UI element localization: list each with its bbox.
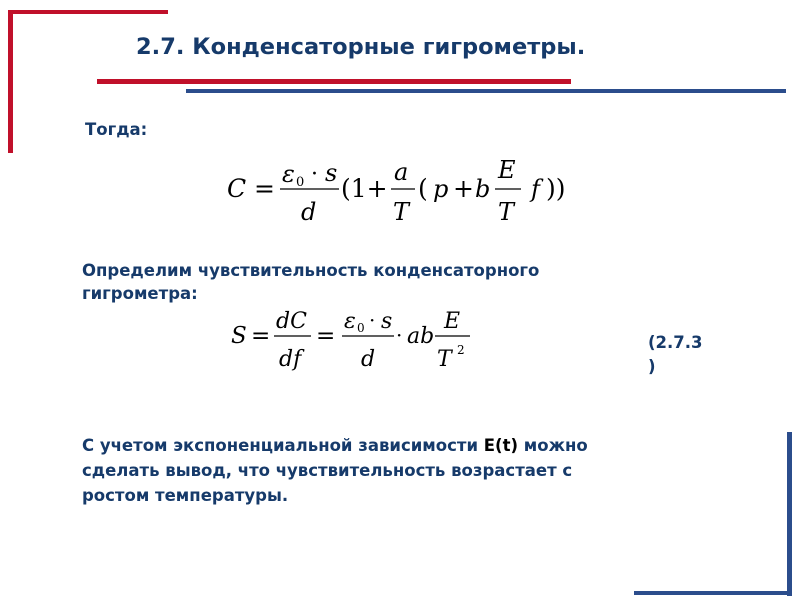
equation-number-line2: ) [648,357,656,376]
formula2-sup: 2 [457,343,465,357]
formula1-eq: = [254,174,275,203]
sensitivity-formula [228,306,478,372]
formula2-eq1: = [251,323,271,349]
formula1-open: (1+ [341,174,388,203]
title-red-underline [97,79,571,84]
formula1-b: b [475,175,491,203]
formula2-s: s [381,309,393,334]
formula1-T: T [393,198,410,226]
formula1-T2: T [498,198,515,226]
formula1-p-open: ( [418,174,428,203]
conclusion-line1-c: можно [518,436,588,455]
formula1-E: E [498,156,516,184]
bottom-blue-horizontal-bar [634,591,792,595]
conclusion-line1-a: С учетом экспоненциальной зависимости [82,436,484,455]
formula1-a: a [394,158,409,186]
slide-title: 2.7. Конденсаторные гигрометры. [136,34,586,60]
right-blue-vertical-bar [787,432,792,596]
title-blue-underline [186,89,786,93]
formula1-lhs: C [227,174,247,203]
formula2-d: d [361,347,376,372]
formula2-T: T [437,347,452,372]
formula2-dot: · [369,308,376,332]
formula2-df: df [279,347,302,372]
conclusion-line2: сделать вывод, что чувствительность возрастает с [82,461,573,480]
capacitance-formula [225,156,585,226]
formula2-E: E [444,309,461,334]
intro-label: Тогда: [85,120,148,139]
conclusion-text [82,433,722,508]
conclusion-line1-Et: E(t) [483,436,519,455]
formula1-p: p [433,175,449,203]
formula1-s: s [325,159,338,187]
left-red-vertical-bar [8,10,13,153]
conclusion-line3: ростом температуры. [82,486,289,505]
formula1-close: )) [546,174,566,203]
equation-number-line1: (2.7.3 [648,333,703,352]
formula2-dot2: · [396,323,403,347]
formula1-dot: · [311,162,318,187]
formula1-d: d [301,198,317,226]
sensitivity-label [82,259,662,305]
formula1-plus: + [453,174,474,203]
equation-number [648,331,728,379]
formula1-eps-sub: 0 [296,175,305,190]
formula2-dC: dC [276,309,307,334]
formula2-eps-sub: 0 [357,321,365,335]
formula2-eps: ε [344,309,356,334]
sensitivity-label-line1: Определим чувствительность конденсаторного [82,261,540,280]
formula1-f: f [531,175,540,203]
formula1-eps: ε [282,160,295,188]
formula2-eq2: = [316,323,336,349]
sensitivity-label-line2: гигрометра: [82,284,198,303]
conclusion-line1 [82,433,722,458]
formula2-lhs: S [231,323,247,349]
top-red-horizontal-bar [8,10,168,14]
formula2-ab: ab [407,324,435,349]
